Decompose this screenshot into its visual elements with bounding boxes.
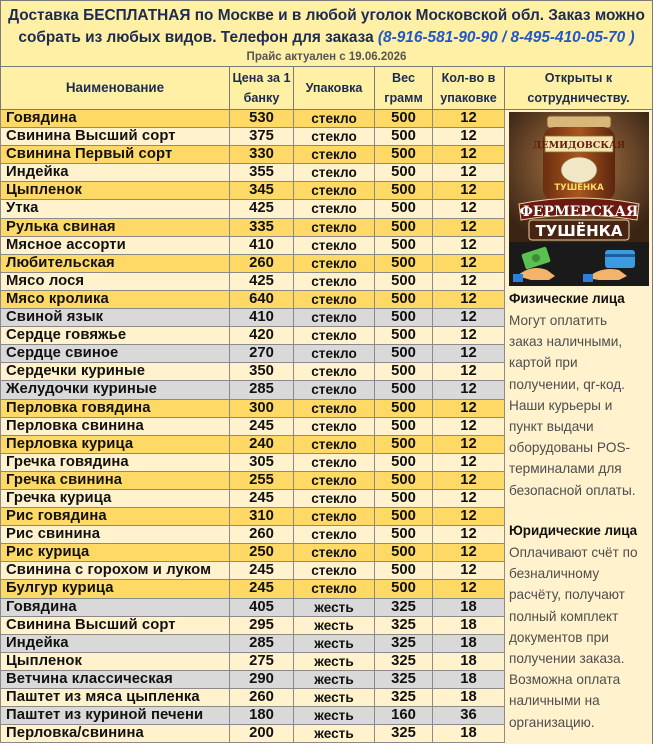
cell-price: 295 (230, 617, 294, 634)
table-row (0, 273, 505, 291)
cell-name: Говядина (0, 110, 230, 127)
table-row (0, 255, 505, 273)
cell-price: 290 (230, 671, 294, 688)
table-row (0, 345, 505, 363)
cell-price: 330 (230, 146, 294, 163)
cell-qty: 18 (433, 599, 505, 616)
cell-qty: 12 (433, 327, 505, 344)
cell-name: Свинина с горохом и луком (0, 562, 230, 579)
cell-price: 270 (230, 345, 294, 362)
individuals-text (509, 310, 653, 501)
cell-qty: 12 (433, 562, 505, 579)
cell-weight: 500 (375, 182, 433, 199)
individuals-line: Могут оплатить (509, 313, 608, 328)
cell-pack: стекло (294, 400, 375, 417)
cell-weight: 325 (375, 725, 433, 742)
cell-name: Перловка курица (0, 436, 230, 453)
logo-small-label: ТУШЁНКА (554, 183, 604, 193)
individuals-line: Наши курьеры и (509, 397, 613, 413)
cell-pack: стекло (294, 327, 375, 344)
table-row (0, 418, 505, 436)
column-header-cooperation (505, 67, 653, 110)
cell-price: 245 (230, 490, 294, 507)
cell-weight: 500 (375, 472, 433, 489)
cell-name: Сердечки куриные (0, 363, 230, 380)
cell-price: 245 (230, 418, 294, 435)
cell-pack: стекло (294, 381, 375, 398)
column-header-price-line1: Цена за 1 (232, 71, 291, 85)
cell-price: 285 (230, 381, 294, 398)
cell-name: Рис свинина (0, 526, 230, 543)
table-row (0, 653, 505, 671)
companies-line: наличными на (509, 693, 600, 709)
cell-price: 260 (230, 689, 294, 706)
cell-qty: 12 (433, 436, 505, 453)
cell-qty: 12 (433, 237, 505, 254)
cooperation-line2: сотрудничеству. (527, 91, 630, 105)
table-row (0, 472, 505, 490)
cell-weight: 500 (375, 327, 433, 344)
cooperation-line1: Открыты к (544, 71, 613, 85)
cell-price: 200 (230, 725, 294, 742)
cell-name: Мясное ассорти (0, 237, 230, 254)
cell-weight: 500 (375, 273, 433, 290)
payment-icons (509, 242, 649, 286)
cell-price: 420 (230, 327, 294, 344)
cell-qty: 12 (433, 580, 505, 597)
order-phones[interactable]: (8-916-581-90-90 / 8-495-410-05-70 ) (377, 29, 635, 46)
cell-name: Рулька свиная (0, 219, 230, 236)
cell-qty: 12 (433, 363, 505, 380)
column-header-weight-line2: грамм (384, 91, 423, 105)
cell-weight: 500 (375, 418, 433, 435)
table-row (0, 219, 505, 237)
cell-weight: 500 (375, 381, 433, 398)
table-row (0, 400, 505, 418)
cell-weight: 500 (375, 200, 433, 217)
cell-pack: стекло (294, 309, 375, 326)
cell-price: 310 (230, 508, 294, 525)
cell-name: Мясо лося (0, 273, 230, 290)
column-header-price-line2: банку (243, 91, 280, 105)
column-header-qty (433, 67, 505, 110)
cell-name: Цыпленок (0, 653, 230, 670)
cell-weight: 500 (375, 526, 433, 543)
cell-name: Гречка говядина (0, 454, 230, 471)
cell-pack: стекло (294, 237, 375, 254)
cell-name: Цыпленок (0, 182, 230, 199)
cell-price: 245 (230, 562, 294, 579)
cell-pack: стекло (294, 182, 375, 199)
cell-weight: 500 (375, 345, 433, 362)
cell-pack: стекло (294, 418, 375, 435)
cell-weight: 500 (375, 164, 433, 181)
cell-name: Индейка (0, 164, 230, 181)
cell-pack: жесть (294, 671, 375, 688)
cell-price: 255 (230, 472, 294, 489)
cell-qty: 12 (433, 146, 505, 163)
cell-price: 405 (230, 599, 294, 616)
table-row (0, 544, 505, 562)
cell-pack: жесть (294, 707, 375, 724)
cell-price: 240 (230, 436, 294, 453)
cell-weight: 500 (375, 400, 433, 417)
individuals-line: заказ наличными, (509, 334, 623, 350)
cell-name: Гречка курица (0, 490, 230, 507)
cell-pack: стекло (294, 128, 375, 145)
cell-pack: стекло (294, 526, 375, 543)
cell-pack: стекло (294, 200, 375, 217)
cell-pack: стекло (294, 436, 375, 453)
cell-price: 530 (230, 110, 294, 127)
individuals-line: картой при (509, 355, 578, 371)
column-header-qty-line2: упаковке (440, 91, 497, 105)
cell-qty: 12 (433, 219, 505, 236)
cell-pack: жесть (294, 653, 375, 670)
farmer-stew-logo (509, 112, 649, 242)
cell-pack: жесть (294, 617, 375, 634)
cell-name: Индейка (0, 635, 230, 652)
cell-pack: стекло (294, 110, 375, 127)
companies-line: документов при (509, 629, 609, 645)
cell-weight: 500 (375, 219, 433, 236)
cell-price: 640 (230, 291, 294, 308)
cell-price: 250 (230, 544, 294, 561)
cell-price: 410 (230, 237, 294, 254)
cell-pack: стекло (294, 544, 375, 561)
cell-qty: 12 (433, 454, 505, 471)
cell-qty: 12 (433, 472, 505, 489)
cell-weight: 325 (375, 617, 433, 634)
companies-line: расчёту, получают (509, 587, 625, 603)
cell-name: Перловка свинина (0, 418, 230, 435)
cell-qty: 18 (433, 653, 505, 670)
cell-pack: стекло (294, 291, 375, 308)
cell-name: Свинина Высший сорт (0, 617, 230, 634)
cell-qty: 18 (433, 635, 505, 652)
cell-name: Любительская (0, 255, 230, 272)
column-header-pack: Упаковка (294, 67, 375, 110)
table-row (0, 689, 505, 707)
cell-name: Свиной язык (0, 309, 230, 326)
companies-line: Возможна оплата (509, 672, 621, 688)
logo-title-line1: ФЕРМЕРСКАЯ (519, 204, 639, 220)
cell-price: 300 (230, 400, 294, 417)
cell-weight: 500 (375, 508, 433, 525)
cell-name: Свинина Высший сорт (0, 128, 230, 145)
cell-qty: 36 (433, 707, 505, 724)
column-header-qty-line1: Кол-во в (441, 71, 496, 85)
table-row (0, 327, 505, 345)
table-row (0, 635, 505, 653)
cell-qty: 18 (433, 689, 505, 706)
companies-line: безналичному (509, 566, 600, 582)
cell-price: 335 (230, 219, 294, 236)
cell-weight: 500 (375, 255, 433, 272)
table-row (0, 562, 505, 580)
cell-name: Говядина (0, 599, 230, 616)
cell-weight: 500 (375, 146, 433, 163)
cell-pack: стекло (294, 454, 375, 471)
cell-qty: 12 (433, 345, 505, 362)
logo-brand-text: ДЕМИДОВСКАЯ (532, 140, 626, 151)
cell-weight: 325 (375, 689, 433, 706)
price-table (0, 110, 505, 743)
cell-qty: 12 (433, 128, 505, 145)
cell-price: 180 (230, 707, 294, 724)
cell-pack: стекло (294, 164, 375, 181)
cell-qty: 18 (433, 725, 505, 742)
cell-qty: 18 (433, 671, 505, 688)
price-list-header (0, 0, 653, 67)
table-row (0, 490, 505, 508)
cell-qty: 12 (433, 255, 505, 272)
cell-price: 245 (230, 580, 294, 597)
cell-name: Рис курица (0, 544, 230, 561)
cell-name: Рис говядина (0, 508, 230, 525)
cell-qty: 12 (433, 182, 505, 199)
table-row (0, 146, 505, 164)
companies-line: организацию. (509, 714, 595, 730)
cell-qty: 12 (433, 309, 505, 326)
cell-qty: 12 (433, 544, 505, 561)
table-row (0, 526, 505, 544)
companies-title: Юридические лица (509, 523, 638, 538)
table-row (0, 725, 505, 743)
cell-price: 345 (230, 182, 294, 199)
cell-qty: 12 (433, 381, 505, 398)
table-row (0, 436, 505, 454)
cell-qty: 12 (433, 273, 505, 290)
cell-pack: жесть (294, 635, 375, 652)
companies-line: получении заказа. (509, 651, 625, 667)
table-row (0, 508, 505, 526)
cell-weight: 325 (375, 599, 433, 616)
cell-pack: стекло (294, 146, 375, 163)
cell-weight: 325 (375, 653, 433, 670)
cell-weight: 500 (375, 237, 433, 254)
cell-weight: 500 (375, 562, 433, 579)
cell-price: 275 (230, 653, 294, 670)
cell-weight: 500 (375, 110, 433, 127)
cell-name: Сердце свиное (0, 345, 230, 362)
cell-weight: 325 (375, 671, 433, 688)
cell-price: 355 (230, 164, 294, 181)
cell-name: Ветчина классическая (0, 671, 230, 688)
table-row (0, 237, 505, 255)
cell-qty: 12 (433, 110, 505, 127)
cell-name: Сердце говяжье (0, 327, 230, 344)
cell-qty: 12 (433, 400, 505, 417)
cell-pack: стекло (294, 508, 375, 525)
table-row (0, 707, 505, 725)
cell-pack: жесть (294, 725, 375, 742)
cell-pack: стекло (294, 345, 375, 362)
cell-weight: 325 (375, 635, 433, 652)
table-row (0, 454, 505, 472)
cell-qty: 12 (433, 526, 505, 543)
cell-price: 375 (230, 128, 294, 145)
order-info-line (5, 29, 648, 47)
cell-pack: стекло (294, 472, 375, 489)
column-header-price (230, 67, 294, 110)
cell-price: 425 (230, 200, 294, 217)
cell-name: Мясо кролика (0, 291, 230, 308)
cell-name: Паштет из куриной печени (0, 707, 230, 724)
cell-price: 260 (230, 526, 294, 543)
table-row (0, 164, 505, 182)
table-row (0, 599, 505, 617)
delivery-info-line: Доставка БЕСПЛАТНАЯ по Москве и в любой уголок Московской обл. Заказ можно (8, 7, 645, 24)
cell-name: Гречка свинина (0, 472, 230, 489)
cell-weight: 500 (375, 309, 433, 326)
table-row (0, 128, 505, 146)
companies-line: Оплачивают счёт по (509, 545, 638, 560)
cell-price: 285 (230, 635, 294, 652)
cell-qty: 12 (433, 291, 505, 308)
cell-name: Перловка/свинина (0, 725, 230, 742)
logo-title-line2: ТУШЁНКА (535, 222, 623, 240)
column-header-weight (375, 67, 433, 110)
cell-price: 350 (230, 363, 294, 380)
table-row (0, 580, 505, 598)
table-row (0, 309, 505, 327)
order-info-text: собрать из любых видов. Телефон для заказа (18, 29, 378, 46)
column-header-name: Наименование (0, 67, 230, 110)
individuals-line: безопасной оплаты. (509, 482, 636, 498)
cell-pack: стекло (294, 363, 375, 380)
cell-price: 260 (230, 255, 294, 272)
cell-weight: 160 (375, 707, 433, 724)
cell-price: 425 (230, 273, 294, 290)
table-row (0, 617, 505, 635)
cell-name: Булгур курица (0, 580, 230, 597)
cell-weight: 500 (375, 490, 433, 507)
individuals-line: оборудованы POS- (509, 440, 631, 456)
cell-qty: 12 (433, 164, 505, 181)
individuals-line: терминалами для (509, 461, 622, 477)
cell-qty: 12 (433, 508, 505, 525)
companies-line: полный комплект (509, 608, 619, 624)
table-row (0, 182, 505, 200)
table-row (0, 671, 505, 689)
cell-pack: стекло (294, 580, 375, 597)
table-row (0, 200, 505, 218)
cell-weight: 500 (375, 454, 433, 471)
cell-weight: 500 (375, 544, 433, 561)
cell-name: Паштет из мяса цыпленка (0, 689, 230, 706)
cell-name: Желудочки куриные (0, 381, 230, 398)
individuals-line: пункт выдачи (509, 419, 594, 435)
cell-price: 410 (230, 309, 294, 326)
individuals-line: получении, qr-код. (509, 376, 625, 392)
cell-name: Утка (0, 200, 230, 217)
cell-name: Свинина Первый сорт (0, 146, 230, 163)
cell-pack: стекло (294, 219, 375, 236)
price-date: Прайс актуален с 19.06.2026 (246, 51, 407, 63)
cell-weight: 500 (375, 291, 433, 308)
cell-pack: стекло (294, 273, 375, 290)
column-header-weight-line1: Вес (392, 71, 415, 85)
table-row (0, 381, 505, 399)
cell-pack: стекло (294, 490, 375, 507)
cell-price: 305 (230, 454, 294, 471)
cell-weight: 500 (375, 436, 433, 453)
side-panel (505, 110, 653, 744)
cell-pack: стекло (294, 255, 375, 272)
cell-qty: 12 (433, 418, 505, 435)
cell-weight: 500 (375, 363, 433, 380)
cell-name: Перловка говядина (0, 400, 230, 417)
cell-weight: 500 (375, 128, 433, 145)
cell-pack: жесть (294, 689, 375, 706)
table-row (0, 363, 505, 381)
cell-qty: 12 (433, 490, 505, 507)
companies-text (509, 542, 653, 733)
cell-pack: стекло (294, 562, 375, 579)
cell-weight: 500 (375, 580, 433, 597)
cell-qty: 12 (433, 200, 505, 217)
individuals-title: Физические лица (509, 291, 625, 306)
table-row (0, 291, 505, 309)
cell-qty: 18 (433, 617, 505, 634)
table-row (0, 110, 505, 128)
cell-pack: жесть (294, 599, 375, 616)
